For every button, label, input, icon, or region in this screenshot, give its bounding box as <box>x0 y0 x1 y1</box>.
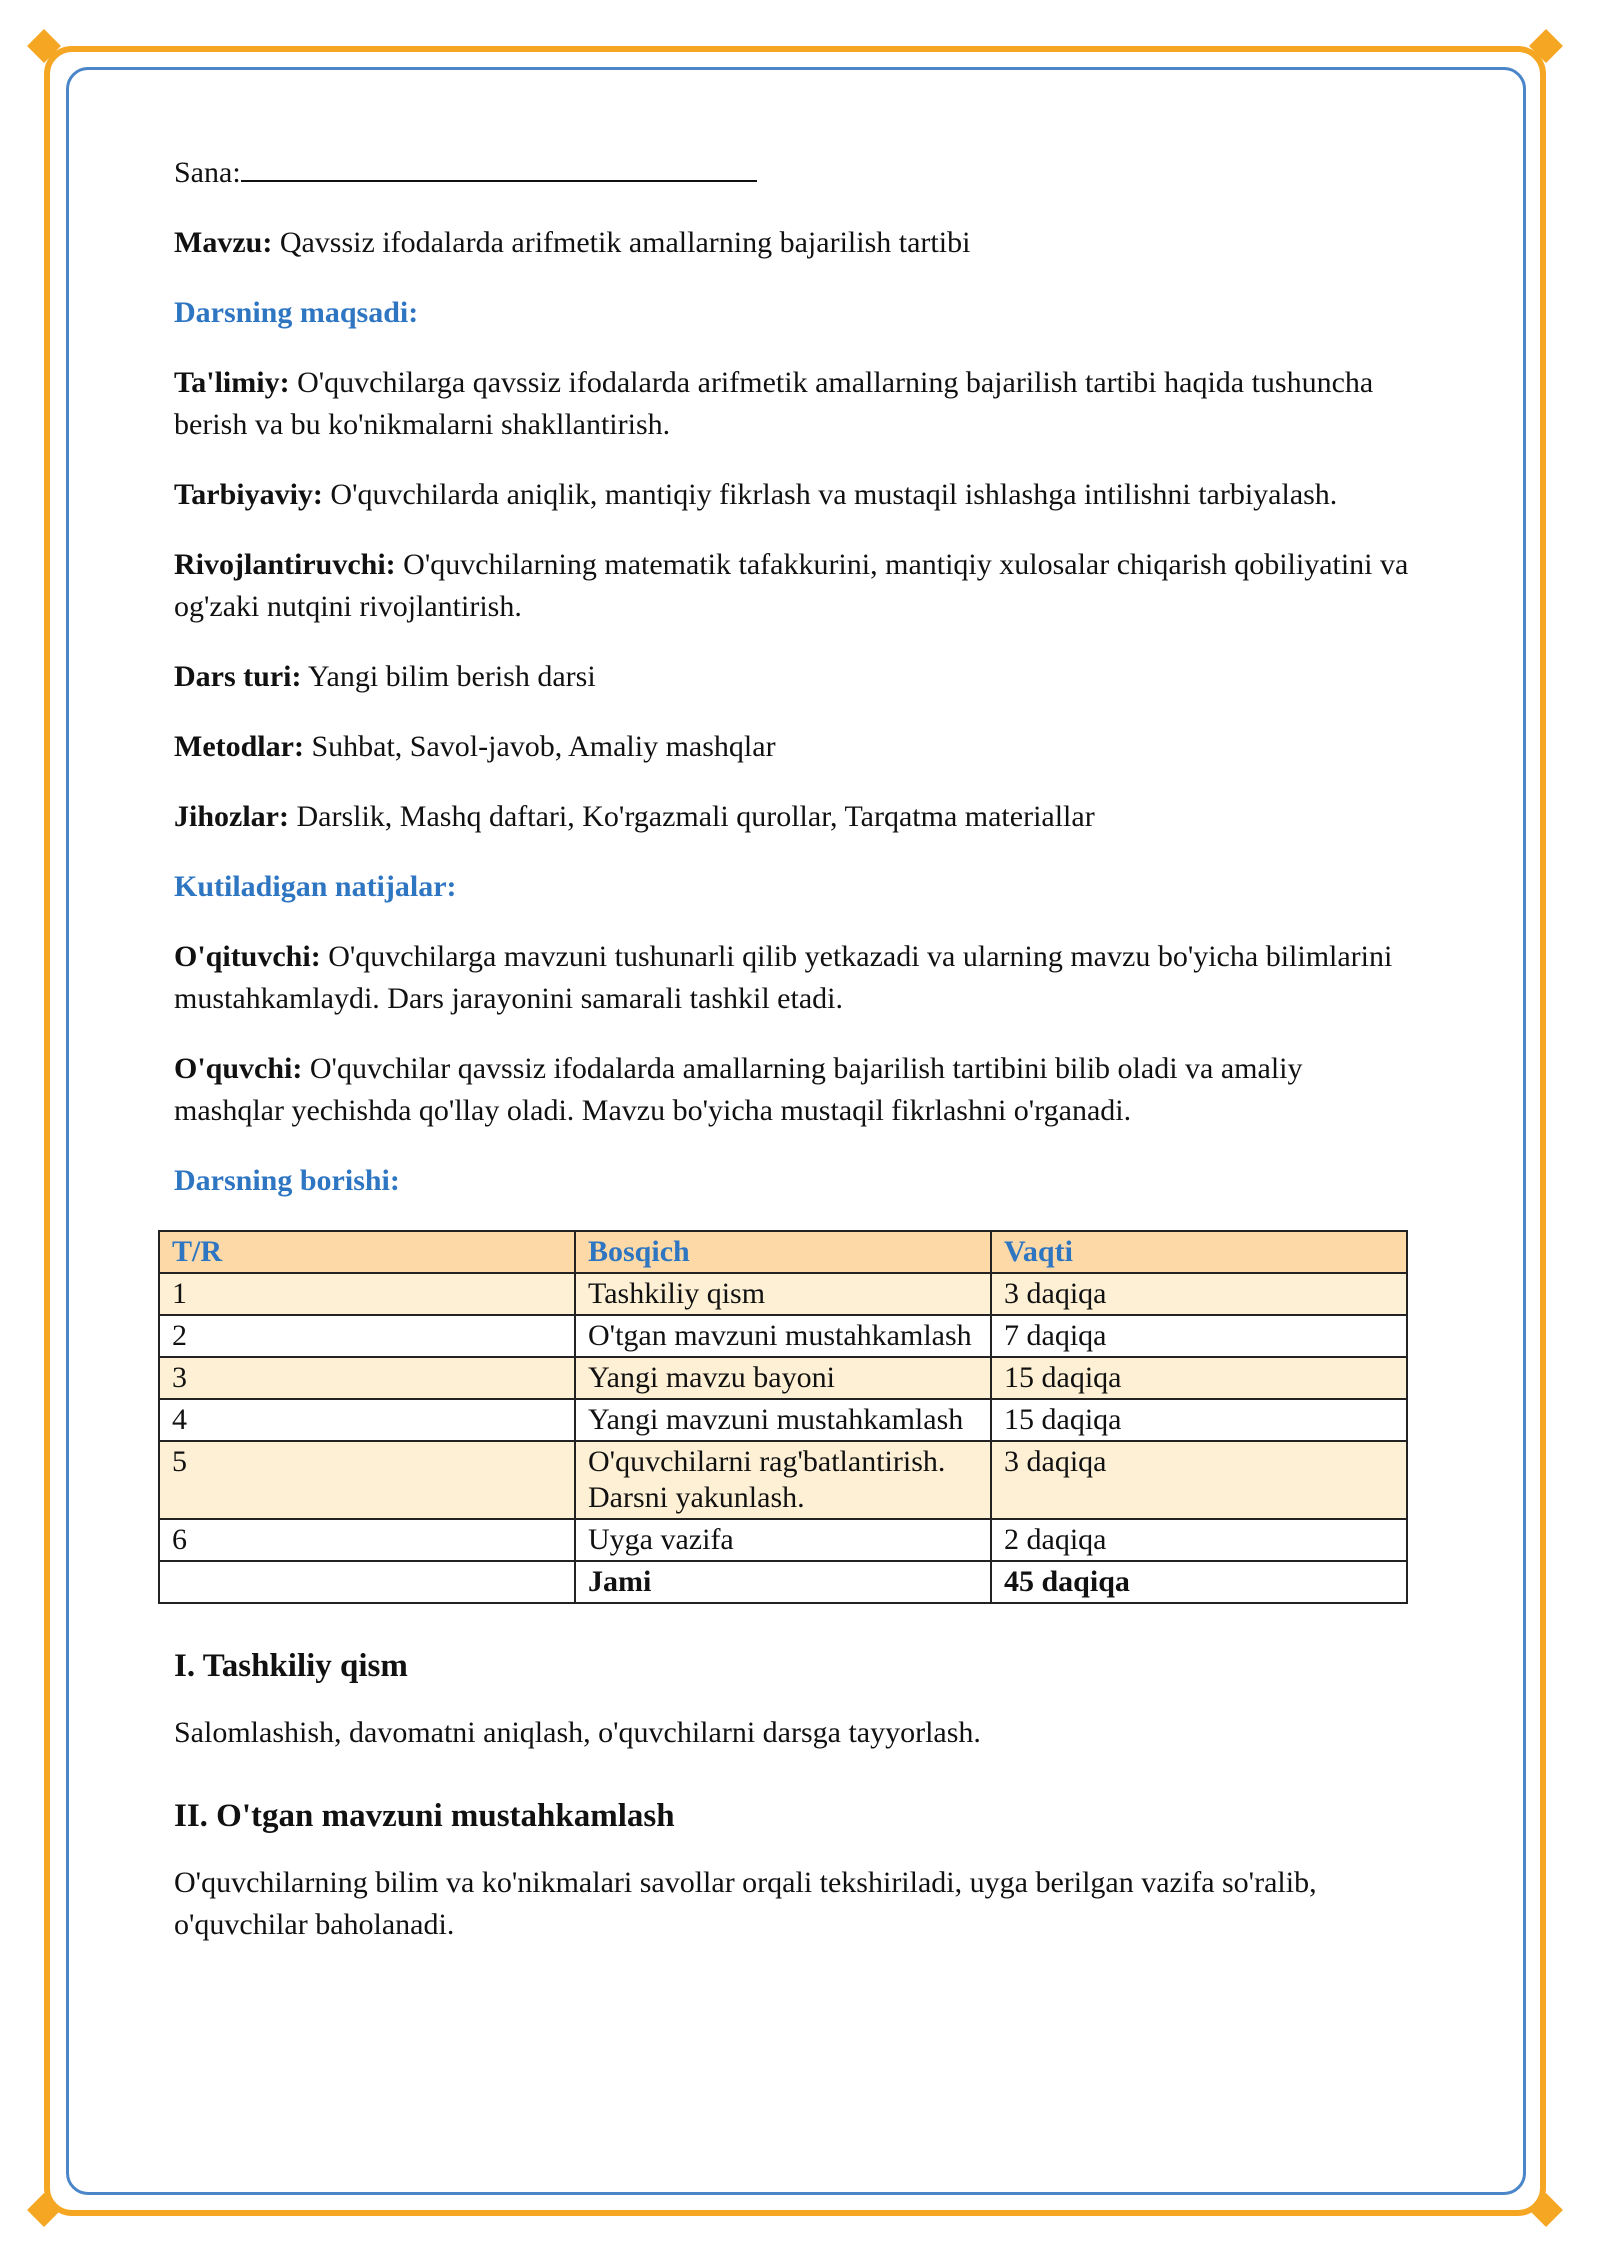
topic-paragraph <box>174 222 1414 264</box>
table-cell: Jami <box>575 1561 991 1603</box>
date-line <box>174 150 1414 194</box>
developmental-goal-label: Rivojlantiruvchi: <box>174 548 396 581</box>
table-header-row <box>159 1231 1407 1273</box>
teacher-result <box>174 936 1414 1020</box>
table-cell: 4 <box>159 1399 575 1441</box>
table-cell: 2 daqiqa <box>991 1519 1407 1561</box>
section-1-title: I. Tashkiliy qism <box>174 1648 408 1684</box>
equipment-text: Darslik, Mashq daftari, Ko'rgazmali qurollar, Tarqatma materiallar <box>288 800 1095 833</box>
date-label: Sana: <box>174 156 241 189</box>
table-cell: O'quvchilarni rag'batlantirish. Darsni yakunlash. <box>575 1441 991 1519</box>
topic-text: Qavssiz ifodalarda arifmetik amallarning bajarilish tartibi <box>272 226 971 259</box>
table-cell: 3 daqiqa <box>991 1441 1407 1519</box>
date-blank <box>241 150 757 182</box>
goals-heading: Darsning maqsadi: <box>174 296 419 329</box>
table-header-cell: Bosqich <box>575 1231 991 1273</box>
table-row <box>159 1357 1407 1399</box>
developmental-goal <box>174 544 1414 628</box>
table-cell: Yangi mavzu bayoni <box>575 1357 991 1399</box>
document-body <box>174 150 1414 1974</box>
table-cell: Yangi mavzuni mustahkamlash <box>575 1399 991 1441</box>
expected-results-heading: Kutiladigan natijalar: <box>174 870 457 903</box>
section-1-text: Salomlashish, davomatni aniqlash, o'quvchilarni darsga tayyorlash. <box>174 1716 981 1749</box>
methods-text: Suhbat, Savol-javob, Amaliy mashqlar <box>303 730 776 763</box>
lesson-plan-table <box>158 1230 1408 1604</box>
table-cell: 1 <box>159 1273 575 1315</box>
table-cell: 3 daqiqa <box>991 1273 1407 1315</box>
table-row <box>159 1441 1407 1519</box>
upbringing-goal-label: Tarbiyaviy: <box>174 478 323 511</box>
table-cell: Tashkiliy qism <box>575 1273 991 1315</box>
table-row <box>159 1399 1407 1441</box>
table-row <box>159 1519 1407 1561</box>
table-row <box>159 1315 1407 1357</box>
upbringing-goal-text: O'quvchilarda aniqlik, mantiqiy fikrlash va mustaqil ishlashga intilishni tarbiyalash. <box>322 478 1338 511</box>
table-cell: 2 <box>159 1315 575 1357</box>
table-cell: Uyga vazifa <box>575 1519 991 1561</box>
table-cell: O'tgan mavzuni mustahkamlash <box>575 1315 991 1357</box>
equipment <box>174 796 1414 838</box>
lesson-type-text: Yangi bilim berish darsi <box>301 660 596 693</box>
table-cell <box>159 1561 575 1603</box>
lesson-type-label: Dars turi: <box>174 660 302 693</box>
table-cell: 5 <box>159 1441 575 1519</box>
educational-goal-text: O'quvchilarga qavssiz ifodalarda arifmetik amallarning bajarilish tartibi haqida tushuncha berish va bu ko'nikmalarni shakllantirish. <box>174 366 1374 441</box>
methods-label: Metodlar: <box>174 730 304 763</box>
table-cell: 7 daqiqa <box>991 1315 1407 1357</box>
table-cell: 45 daqiqa <box>991 1561 1407 1603</box>
teacher-result-text: O'quvchilarga mavzuni tushunarli qilib yetkazadi va ularning mavzu bo'yicha bilimlarini mustahkamlaydi. Dars jarayonini samarali tashkil etadi. <box>174 940 1393 1015</box>
educational-goal <box>174 362 1414 446</box>
topic-label: Mavzu: <box>174 226 273 259</box>
equipment-label: Jihozlar: <box>174 800 289 833</box>
methods <box>174 726 1414 768</box>
table-cell: 6 <box>159 1519 575 1561</box>
table-header-cell: Vaqti <box>991 1231 1407 1273</box>
student-result-text: O'quvchilar qavssiz ifodalarda amallarning bajarilish tartibini bilib oladi va amaliy mashqlar yechishda qo'llay oladi. Mavzu bo'yicha mustaqil fikrlashni o'rganadi. <box>174 1052 1303 1127</box>
lesson-flow-heading: Darsning borishi: <box>174 1164 400 1197</box>
student-result <box>174 1048 1414 1132</box>
section-2-text: O'quvchilarning bilim va ko'nikmalari savollar orqali tekshiriladi, uyga berilgan vazifa so'ralib, o'quvchilar baholanadi. <box>174 1866 1317 1941</box>
table-cell: 15 daqiqa <box>991 1399 1407 1441</box>
educational-goal-label: Ta'limiy: <box>174 366 290 399</box>
student-result-label: O'quvchi: <box>174 1052 303 1085</box>
table-cell: 3 <box>159 1357 575 1399</box>
table-cell: 15 daqiqa <box>991 1357 1407 1399</box>
table-total-row <box>159 1561 1407 1603</box>
lesson-type <box>174 656 1414 698</box>
developmental-goal-text: O'quvchilarning matematik tafakkurini, mantiqiy xulosalar chiqarish qobiliyatini va og'zaki nutqini rivojlantirish. <box>174 548 1409 623</box>
section-2-title: II. O'tgan mavzuni mustahkamlash <box>174 1798 675 1834</box>
table-row <box>159 1273 1407 1315</box>
table-header-cell: T/R <box>159 1231 575 1273</box>
teacher-result-label: O'qituvchi: <box>174 940 321 973</box>
upbringing-goal <box>174 474 1414 516</box>
